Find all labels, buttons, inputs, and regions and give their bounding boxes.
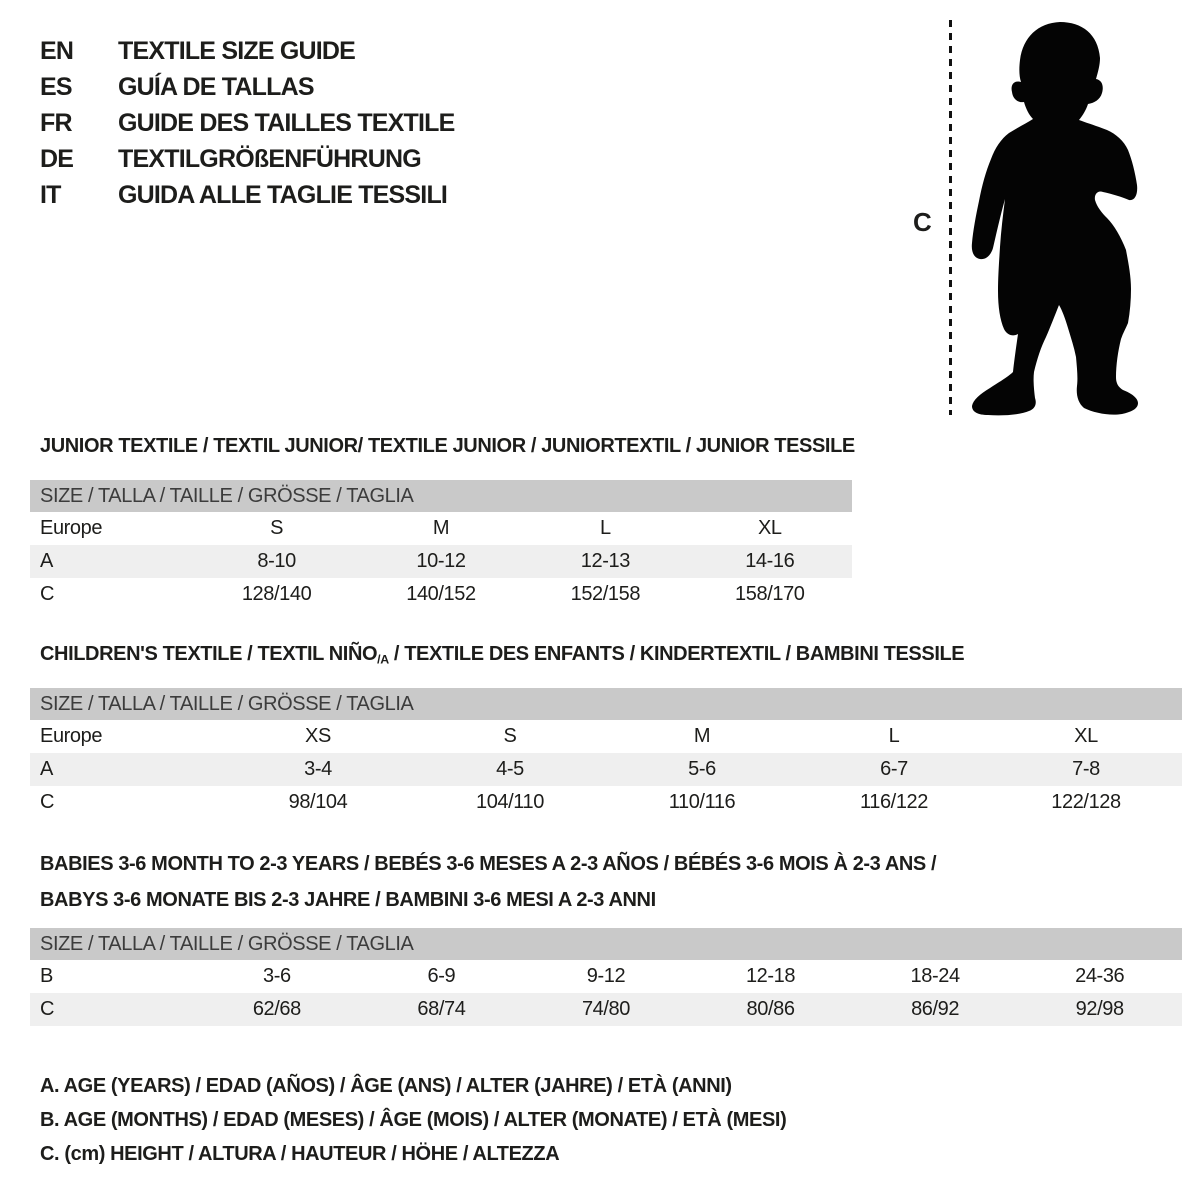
legend-line-c: C. (cm) HEIGHT / ALTURA / HAUTEUR / HÖHE / ALTEZZA (40, 1143, 560, 1165)
babies-title-line2: BABYS 3-6 MONATE BIS 2-3 JAHRE / BAMBINI 3-6 MESI A 2-3 ANNI (40, 889, 656, 911)
height-cell: 74/80 (524, 993, 689, 1026)
row-label: A (30, 545, 194, 578)
height-cell: 110/116 (668, 791, 736, 813)
babies-size-table (30, 928, 1182, 1026)
table-row-height (30, 786, 1182, 819)
size-header-cell: SIZE / TALLA / TAILLE / GRÖSSE / TAGLIA (30, 928, 1182, 960)
toddler-silhouette-icon (963, 15, 1143, 417)
size-cell: XL (757, 517, 782, 539)
children-title-sub: /A (377, 652, 389, 667)
months-cell: 6-9 (427, 965, 456, 987)
months-cell: 18-24 (910, 965, 960, 987)
height-cell: 128/140 (241, 583, 312, 605)
lang-code: DE (40, 145, 74, 173)
row-label: B (40, 965, 53, 987)
row-label: Europe (40, 517, 103, 539)
babies-title-line1: BABIES 3-6 MONTH TO 2-3 YEARS / BEBÉS 3-6 MESES A 2-3 AÑOS / BÉBÉS 3-6 MOIS À 2-3 ANS / (40, 853, 937, 875)
table-row-europe (30, 720, 1182, 753)
size-header-row (30, 688, 1182, 720)
lang-row-it (40, 177, 455, 213)
lang-code: FR (40, 109, 72, 137)
months-cell: 12-18 (745, 965, 796, 987)
age-cell: 3-4 (222, 753, 414, 786)
age-cell: 6-7 (798, 753, 990, 786)
age-cell: 8-10 (194, 545, 358, 578)
size-header-cell: SIZE / TALLA / TAILLE / GRÖSSE / TAGLIA (30, 688, 1182, 720)
row-label: C (30, 993, 195, 1026)
lang-title: TEXTILGRÖßENFÜHRUNG (118, 145, 421, 173)
lang-row-en (40, 33, 455, 69)
table-row-age (30, 545, 852, 578)
size-cell: L (600, 517, 611, 539)
lang-row-fr (40, 105, 455, 141)
row-label: C (40, 583, 55, 605)
age-cell: 7-8 (990, 753, 1182, 786)
age-cell: 14-16 (688, 545, 852, 578)
children-size-table (30, 688, 1182, 819)
lang-code: ES (40, 73, 72, 101)
lang-title: TEXTILE SIZE GUIDE (118, 37, 356, 65)
height-measure-label: C (913, 207, 932, 237)
size-cell: M (693, 725, 711, 747)
babies-section-title (40, 846, 936, 918)
months-cell: 24-36 (1075, 965, 1125, 987)
height-cell: 62/68 (195, 993, 360, 1026)
lang-title: GUIDE DES TAILLES TEXTILE (118, 109, 455, 137)
age-cell: 4-5 (414, 753, 606, 786)
junior-section-title (40, 434, 855, 458)
height-cell: 140/152 (406, 583, 476, 605)
children-title-post: / TEXTILE DES ENFANTS / KINDERTEXTIL / BAMBINI TESSILE (388, 643, 965, 665)
table-row-height (30, 578, 852, 611)
size-header-row (30, 480, 852, 512)
lang-code: IT (40, 181, 61, 209)
table-row-height (30, 993, 1182, 1026)
legend (40, 1069, 786, 1171)
lang-title: GUÍA DE TALLAS (118, 73, 314, 101)
months-cell: 9-12 (586, 965, 626, 987)
table-row-months (30, 960, 1182, 993)
lang-row-es (40, 69, 455, 105)
lang-title: GUIDA ALLE TAGLIE TESSILI (118, 181, 448, 209)
legend-line-a: A. AGE (YEARS) / EDAD (AÑOS) / ÂGE (ANS) / ALTER (JAHRE) / ETÀ (ANNI) (40, 1075, 732, 1097)
height-cell: 68/74 (359, 993, 524, 1026)
junior-title-text: JUNIOR TEXTILE / TEXTIL JUNIOR/ TEXTILE JUNIOR / JUNIORTEXTIL / JUNIOR TESSILE (40, 435, 855, 457)
height-cell: 80/86 (688, 993, 853, 1026)
height-cell: 122/128 (1051, 791, 1121, 813)
table-row-europe (30, 512, 852, 545)
size-cell: M (432, 517, 450, 539)
height-cell: 104/110 (475, 791, 544, 813)
height-cell: 98/104 (288, 791, 348, 813)
height-cell: 158/170 (735, 583, 805, 605)
children-title-pre: CHILDREN'S TEXTILE / TEXTIL NIÑO (40, 643, 378, 665)
row-label: C (40, 791, 55, 813)
height-figure (905, 15, 1170, 417)
lang-code: EN (40, 37, 74, 65)
height-cell: 152/158 (570, 583, 641, 605)
age-cell: 12-13 (523, 545, 687, 578)
row-label: Europe (40, 725, 103, 747)
size-cell: S (270, 517, 284, 539)
height-cell: 92/98 (1017, 993, 1182, 1026)
size-header-cell: SIZE / TALLA / TAILLE / GRÖSSE / TAGLIA (30, 480, 852, 512)
months-cell: 3-6 (262, 965, 291, 987)
row-label: A (30, 753, 222, 786)
height-cell: 116/122 (859, 791, 928, 813)
size-cell: L (888, 725, 900, 747)
age-cell: 10-12 (359, 545, 523, 578)
size-cell: XL (1074, 725, 1098, 747)
size-cell: S (503, 725, 517, 747)
table-row-age (30, 753, 1182, 786)
height-cell: 86/92 (853, 993, 1018, 1026)
legend-line-b: B. AGE (MONTHS) / EDAD (MESES) / ÂGE (MOIS) / ALTER (MONATE) / ETÀ (MESI) (40, 1109, 787, 1131)
language-header (40, 33, 455, 213)
size-cell: XS (305, 725, 331, 747)
age-cell: 5-6 (606, 753, 798, 786)
junior-size-table (30, 480, 852, 611)
height-measure-line (949, 20, 952, 415)
size-header-row (30, 928, 1182, 960)
children-section-title (40, 642, 964, 671)
lang-row-de (40, 141, 455, 177)
